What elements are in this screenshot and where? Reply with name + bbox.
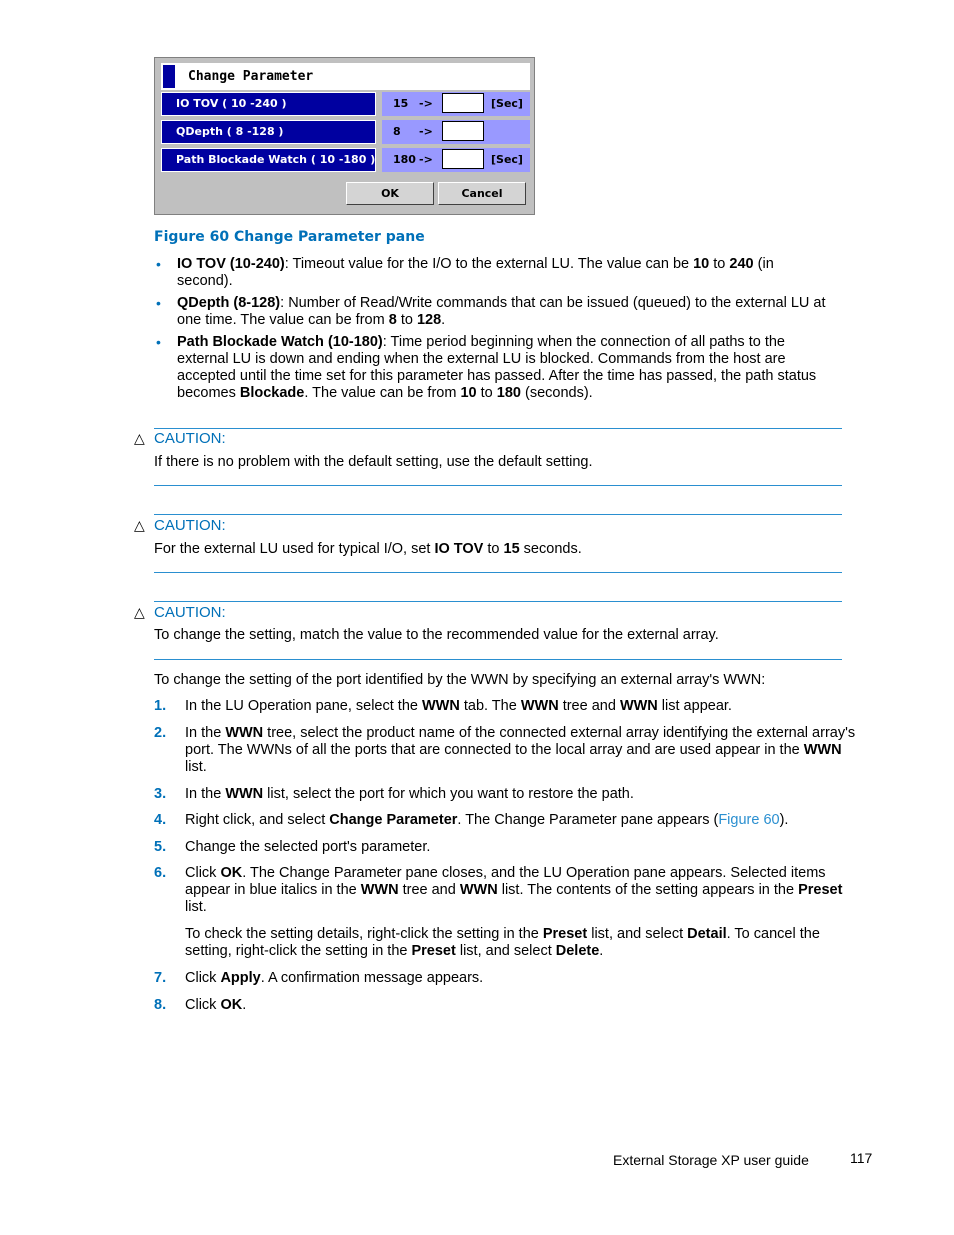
text: list, and select	[455, 943, 556, 959]
path-blockade-input[interactable]	[442, 149, 484, 169]
ok-button[interactable]: OK	[346, 182, 434, 205]
text: to	[483, 541, 504, 557]
qdepth-label: QDepth ( 8 -128 )	[161, 120, 376, 144]
value: Detail	[687, 926, 727, 942]
text: Click	[185, 970, 221, 986]
text: (seconds).	[520, 385, 593, 401]
step-2	[185, 725, 857, 776]
value: 15	[503, 541, 520, 557]
procedure-intro: To change the setting of the port identified by the WWN by specifying an external array's WWN:	[154, 672, 766, 688]
value: WWN	[360, 882, 399, 898]
step-3	[185, 786, 857, 803]
text: tree and	[398, 882, 460, 898]
value: WWN	[803, 742, 842, 758]
text: In the	[185, 786, 226, 802]
path-blockade-label: Path Blockade Watch ( 10 -180 )	[161, 148, 376, 172]
text: (in second).	[177, 256, 774, 289]
value: WWN	[520, 698, 559, 714]
caution-label: CAUTION:	[154, 517, 226, 534]
caution-label: CAUTION:	[154, 430, 226, 447]
value: Blockade	[239, 385, 305, 401]
title-accent-bar	[163, 65, 175, 88]
bullet-icon: •	[156, 295, 161, 311]
text: .	[242, 997, 247, 1013]
text: ).	[779, 812, 789, 828]
text: . The Change Parameter pane appears (	[457, 812, 719, 828]
dialog-title-bar	[161, 63, 530, 90]
value: Apply	[220, 970, 261, 986]
text: : Number of Read/Write commands that can be issued (queued) to the external LU at one time. The value can be from	[177, 295, 826, 328]
bullet-term: IO TOV (10-240)	[177, 256, 285, 272]
text: In the	[185, 725, 226, 741]
text: .	[441, 312, 446, 328]
cancel-button[interactable]: Cancel	[438, 182, 526, 205]
text: In the LU Operation pane, select the	[185, 698, 422, 714]
text: list.	[185, 759, 207, 775]
value: 10	[693, 256, 710, 272]
dialog-title: Change Parameter	[188, 69, 314, 84]
bullet-icon: •	[156, 334, 161, 350]
io-tov-current: 15	[393, 97, 409, 110]
io-tov-value-row	[382, 92, 530, 116]
io-tov-label: IO TOV ( 10 -240 )	[161, 92, 376, 116]
text: . The Change Parameter pane closes, and the LU Operation pane appears. Selected items appear in blue italics in the	[185, 865, 826, 898]
qdepth-current: 8	[393, 125, 401, 138]
qdepth-input[interactable]	[442, 121, 484, 141]
step-number: 5.	[154, 839, 167, 855]
bullet-io-tov	[177, 256, 827, 290]
step-6	[185, 865, 857, 916]
caution-triangle-icon: △	[134, 517, 145, 533]
bullet-icon: •	[156, 256, 161, 272]
value: 240	[729, 256, 754, 272]
text: .	[599, 943, 604, 959]
text: . To cancel the setting, right-click the setting in the	[185, 926, 820, 959]
value: Delete	[555, 943, 600, 959]
step-number: 2.	[154, 725, 167, 741]
value: Preset	[411, 943, 456, 959]
step-6-note	[185, 926, 857, 960]
caution-text: To change the setting, match the value to the recommended value for the external array.	[154, 627, 719, 643]
caution-text: If there is no problem with the default setting, use the default setting.	[154, 454, 593, 470]
bullet-path-blockade	[177, 334, 827, 402]
caution-rule-bottom	[154, 485, 842, 486]
text: list appear.	[657, 698, 732, 714]
text: For the external LU used for typical I/O, set	[154, 541, 435, 557]
caution-rule-bottom	[154, 659, 842, 660]
value: 180	[496, 385, 521, 401]
value: Preset	[798, 882, 843, 898]
text: : Timeout value for the I/O to the external LU. The value can be	[284, 256, 694, 272]
step-7	[185, 970, 857, 987]
caution-triangle-icon: △	[134, 604, 145, 620]
footer-title: External Storage XP user guide	[613, 1152, 809, 1168]
qdepth-value-row	[382, 120, 530, 144]
caution-rule-top	[154, 428, 842, 429]
caution-rule-top	[154, 514, 842, 515]
text: . A confirmation message appears.	[260, 970, 484, 986]
text: list.	[185, 899, 207, 915]
step-number: 8.	[154, 997, 167, 1013]
text: . The value can be from	[304, 385, 461, 401]
text: To check the setting details, right-click the setting in the	[185, 926, 543, 942]
step-5: Change the selected port's parameter.	[185, 839, 431, 855]
caution-triangle-icon: △	[134, 430, 145, 446]
text: list, select the port for which you want to restore the path.	[263, 786, 634, 802]
value: WWN	[225, 786, 264, 802]
figure-link[interactable]: Figure 60	[718, 812, 780, 828]
step-number: 3.	[154, 786, 167, 802]
text: tree, select the product name of the connected external array identifying the external array's port. The WWNs of all the ports that are connected to the local array and are used appear in the	[185, 725, 856, 758]
text: seconds.	[519, 541, 582, 557]
text: list, and select	[587, 926, 688, 942]
bullet-qdepth	[177, 295, 827, 329]
path-blockade-current: 180	[393, 153, 416, 166]
value: IO TOV	[434, 541, 484, 557]
text: Click	[185, 997, 221, 1013]
change-parameter-dialog	[154, 57, 535, 215]
step-number: 4.	[154, 812, 167, 828]
value: WWN	[225, 725, 264, 741]
text: : Time period beginning when the connection of all paths to the external LU is down and ending when the external LU is blocked. Commands from the host are accepted until the time set for this parameter has passed. After the time has passed, the path status becomes	[177, 334, 817, 401]
path-blockade-value-row	[382, 148, 530, 172]
value: 10	[460, 385, 477, 401]
caution-label: CAUTION:	[154, 604, 226, 621]
arrow-glyph: ->	[419, 153, 433, 166]
value: OK	[220, 997, 243, 1013]
text: tab. The	[459, 698, 521, 714]
text: to	[396, 312, 417, 328]
step-number: 6.	[154, 865, 167, 881]
io-tov-unit: [Sec]	[491, 97, 523, 110]
step-8	[185, 997, 857, 1014]
text: list. The contents of the setting appears in the	[497, 882, 799, 898]
value: OK	[220, 865, 243, 881]
step-number: 7.	[154, 970, 167, 986]
arrow-glyph: ->	[419, 97, 433, 110]
figure-caption: Figure 60 Change Parameter pane	[154, 229, 425, 245]
value: WWN	[459, 882, 498, 898]
path-blockade-unit: [Sec]	[491, 153, 523, 166]
value: 128	[416, 312, 442, 328]
step-number: 1.	[154, 698, 167, 714]
text: tree and	[558, 698, 620, 714]
text: Click	[185, 865, 221, 881]
value: Change Parameter	[329, 812, 458, 828]
step-1	[185, 698, 857, 715]
step-4	[185, 812, 857, 829]
caution-rule-top	[154, 601, 842, 602]
text: to	[476, 385, 497, 401]
text: Right click, and select	[185, 812, 330, 828]
arrow-glyph: ->	[419, 125, 433, 138]
text: to	[709, 256, 730, 272]
caution-text	[154, 541, 844, 558]
io-tov-input[interactable]	[442, 93, 484, 113]
bullet-term: Path Blockade Watch (10-180)	[177, 334, 383, 350]
value: 8	[388, 312, 397, 328]
caution-rule-bottom	[154, 572, 842, 573]
value: Preset	[542, 926, 588, 942]
bullet-term: QDepth (8-128)	[177, 295, 281, 311]
value: WWN	[421, 698, 460, 714]
page-number: 117	[850, 1150, 873, 1166]
value: WWN	[619, 698, 658, 714]
